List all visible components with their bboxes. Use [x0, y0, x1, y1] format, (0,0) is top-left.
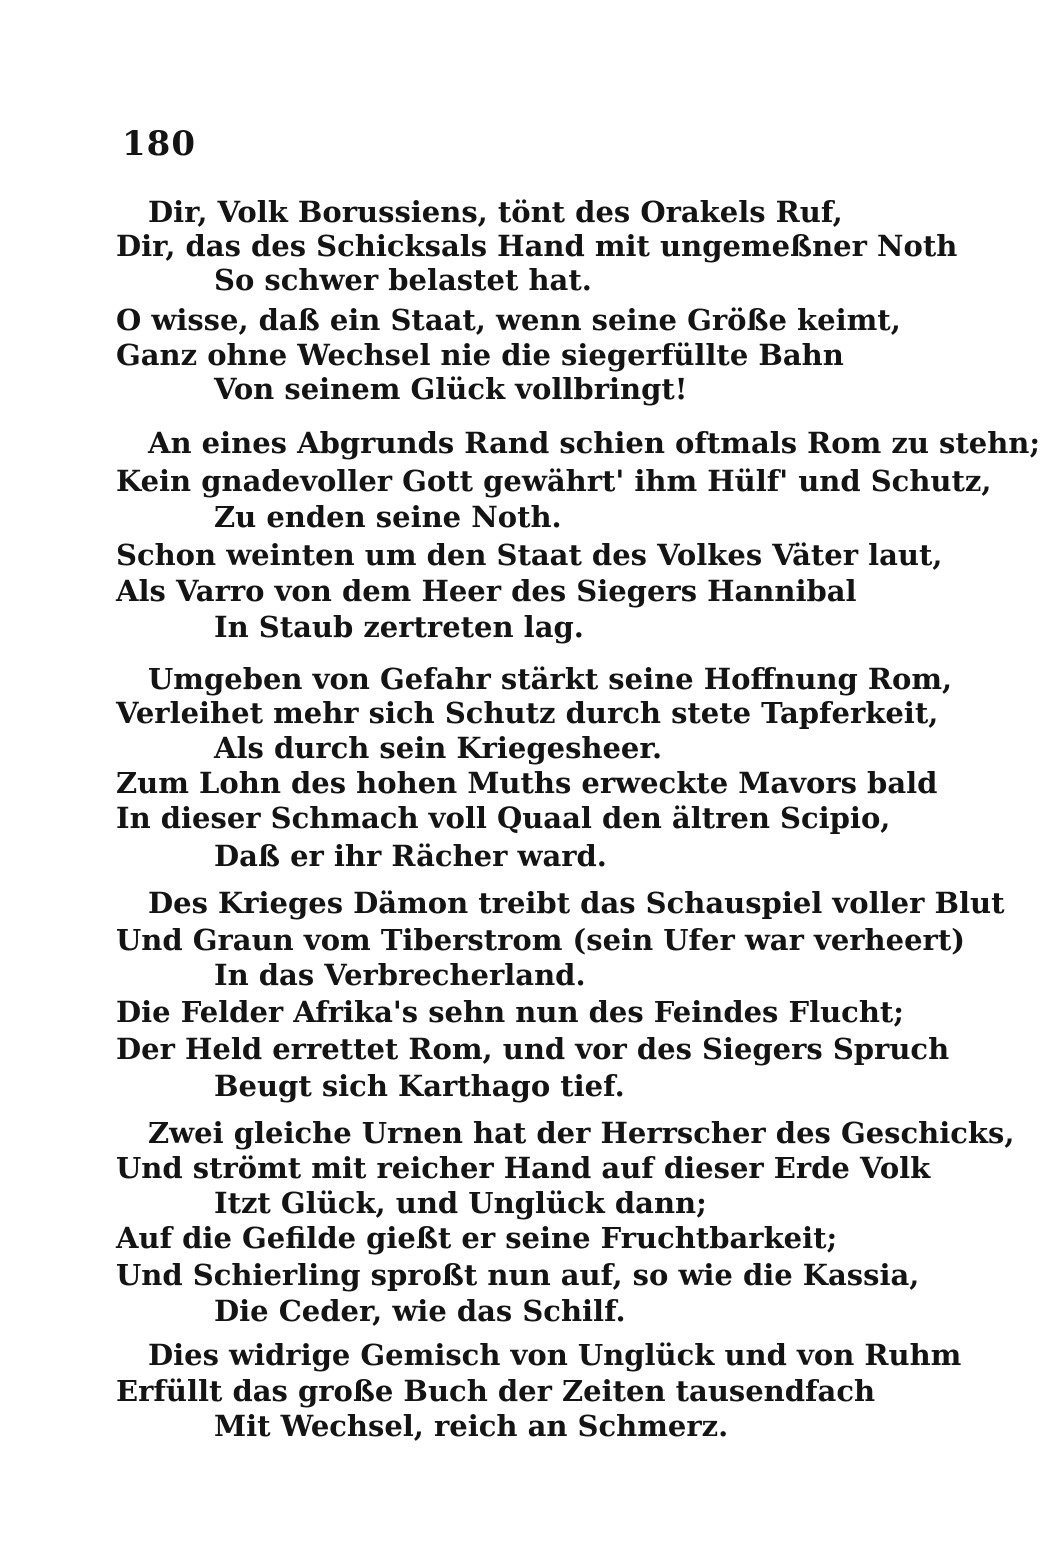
verse-line: Verleihet mehr sich Schutz durch stete Tapferkeit,: [116, 696, 939, 730]
verse-line: O wisse, daß ein Staat, wenn seine Größe keimt,: [116, 303, 901, 337]
verse-line: In das Verbrecherland.: [214, 958, 586, 992]
verse-line: Umgeben von Gefahr stärkt seine Hoffnung Rom,: [148, 662, 953, 696]
verse-line: Die Ceder, wie das Schilf.: [214, 1294, 626, 1328]
verse-line: Beugt sich Karthago tief.: [214, 1069, 625, 1103]
verse-line: Zum Lohn des hohen Muths erweckte Mavors bald: [116, 766, 938, 800]
verse-line: Zu enden seine Noth.: [214, 500, 562, 534]
verse-line: Dir, das des Schicksals Hand mit ungemeßner Noth: [116, 229, 958, 263]
verse-line: Der Held errettet Rom, und vor des Siegers Spruch: [116, 1032, 950, 1066]
verse-line: Dies widrige Gemisch von Unglück und von Ruhm: [148, 1338, 962, 1372]
verse-line: Kein gnadevoller Gott gewährt' ihm Hülf' und Schutz,: [116, 464, 992, 498]
verse-line: Mit Wechsel, reich an Schmerz.: [214, 1409, 729, 1443]
verse-line: Als durch sein Kriegesheer.: [214, 731, 663, 765]
verse-line: Ganz ohne Wechsel nie die siegerfüllte Bahn: [116, 338, 844, 372]
verse-line: Des Krieges Dämon treibt das Schauspiel voller Blut: [148, 886, 1005, 920]
verse-line: Die Felder Afrika's sehn nun des Feindes Flucht;: [116, 995, 905, 1029]
verse-line: Schon weinten um den Staat des Volkes Väter laut,: [116, 538, 943, 572]
verse-line: Und Graun vom Tiberstrom (sein Ufer war verheert): [116, 923, 965, 957]
verse-line: Von seinem Glück vollbringt!: [214, 372, 688, 406]
verse-line: Zwei gleiche Urnen hat der Herrscher des Geschicks,: [148, 1116, 1015, 1150]
page-number: 180: [122, 124, 196, 164]
verse-line: Als Varro von dem Heer des Siegers Hannibal: [116, 574, 857, 608]
verse-line: Und strömt mit reicher Hand auf dieser Erde Volk: [116, 1151, 931, 1185]
verse-line: In dieser Schmach voll Quaal den ältren Scipio,: [116, 801, 891, 835]
verse-line: Erfüllt das große Buch der Zeiten tausendfach: [116, 1374, 876, 1408]
verse-line: In Staub zertreten lag.: [214, 610, 584, 644]
verse-line: Auf die Gefilde gießt er seine Fruchtbarkeit;: [116, 1221, 838, 1255]
verse-line: Daß er ihr Rächer ward.: [214, 839, 607, 873]
verse-line: Itzt Glück, und Unglück dann;: [214, 1186, 707, 1220]
verse-line: An eines Abgrunds Rand schien oftmals Rom zu stehn;: [148, 426, 1040, 460]
verse-line: Dir, Volk Borussiens, tönt des Orakels Ruf,: [148, 195, 843, 229]
verse-line: Und Schierling sproßt nun auf, so wie die Kassia,: [116, 1258, 920, 1292]
verse-line: So schwer belastet hat.: [214, 263, 592, 297]
